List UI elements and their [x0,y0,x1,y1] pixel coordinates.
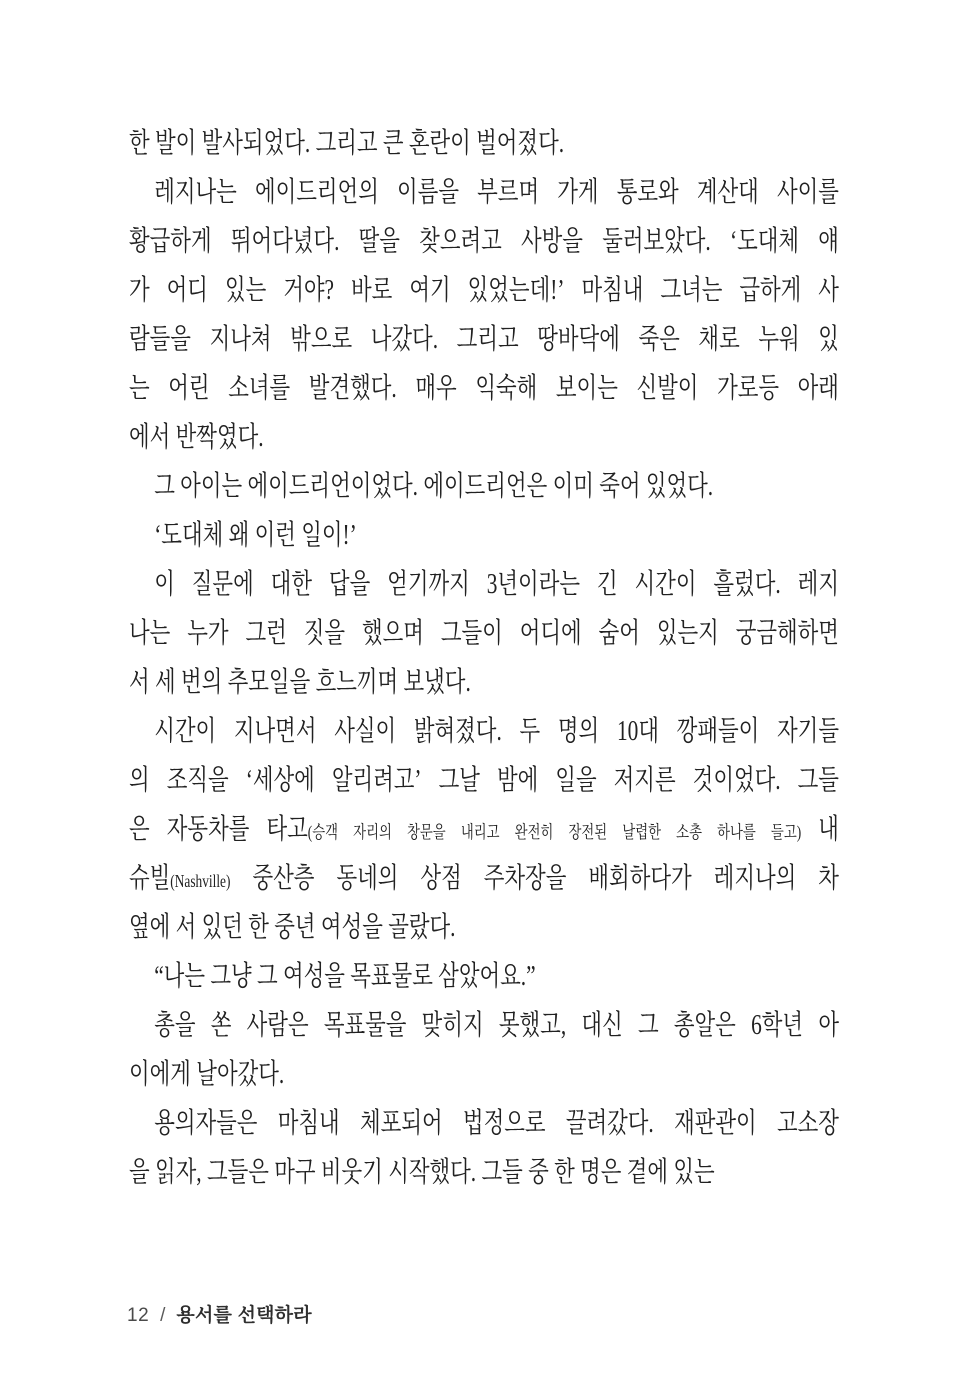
text-line [129,413,839,462]
text-line [129,266,839,315]
body-text: 나는 누가 그런 짓을 했으며 그들이 어디에 숨어 있는지 궁금해하면 [129,618,839,649]
body-text: 시간이 지나면서 사실이 밝혀졌다. 두 명의 10대 깡패들이 자기들 [154,716,839,747]
text-line [129,854,839,903]
body-text: “나는 그냥 그 여성을 목표물로 삼았어요.” [154,961,536,992]
text-line [129,217,839,266]
body-text: 황급하게 뛰어다녔다. 딸을 찾으려고 사방을 둘러보았다. ‘도대체 얘 [129,226,839,257]
text-line [129,1050,839,1099]
text-line [129,1001,839,1050]
text-line [129,903,839,952]
inline-annotation: (Nashville) [170,871,231,891]
text-line [129,805,839,854]
footer-separator: / [160,1305,166,1326]
body-text: 옆에 서 있던 한 중년 여성을 골랐다. [129,912,456,943]
text-line [129,952,839,1001]
body-text: 그 아이는 에이드리언이었다. 에이드리언은 이미 죽어 있었다. [154,471,714,502]
body-text: 람들을 지나쳐 밖으로 나갔다. 그리고 땅바닥에 죽은 채로 누워 있 [129,324,839,355]
body-text: 을 읽자, 그들은 마구 비웃기 시작했다. 그들 중 한 명은 곁에 있는 [129,1157,715,1188]
body-text: 는 어린 소녀를 발견했다. 매우 익숙해 보이는 신발이 가로등 아래 [129,373,839,404]
body-text: 총을 쏜 사람은 목표물을 맞히지 못했고, 대신 그 총알은 6학년 아 [154,1010,839,1041]
book-title: 용서를 선택하라 [176,1305,312,1326]
body-text: 레지나는 에이드리언의 이름을 부르며 가게 통로와 계산대 사이를 [154,177,839,208]
text-line [129,658,839,707]
text-line [129,609,839,658]
body-text: 에서 반짝였다. [129,422,264,453]
body-text: 의 조직을 ‘세상에 알리려고’ 그날 밤에 일을 저지른 것이었다. 그들 [129,765,839,796]
page-number: 12 [127,1305,150,1326]
body-text: 중산층 동네의 상점 주차장을 배회하다가 레지나의 차 [230,863,839,894]
body-text: 서 세 번의 추모일을 흐느끼며 보냈다. [129,667,471,698]
body-text: 은 자동차를 타고 [129,814,308,845]
text-line [129,560,839,609]
body-text: 슈빌 [129,863,171,894]
body-text: 가 어디 있는 거야? 바로 여기 있었는데!’ 마침내 그녀는 급하게 사 [129,275,839,306]
text-line [129,462,839,511]
body-text: 용의자들은 마침내 체포되어 법정으로 끌려갔다. 재판관이 고소장 [154,1108,839,1139]
body-text: 한 발이 발사되었다. 그리고 큰 혼란이 벌어졌다. [129,128,565,159]
text-block [129,119,839,1197]
text-line [129,511,839,560]
text-line [129,168,839,217]
body-text: ‘도대체 왜 이런 일이!’ [154,520,357,551]
body-text: 이 질문에 대한 답을 얻기까지 3년이라는 긴 시간이 흘렀다. 레지 [154,569,839,600]
text-line [129,707,839,756]
text-line [129,119,839,168]
text-line [129,1148,839,1197]
text-line [129,1099,839,1148]
body-text: 이에게 날아갔다. [129,1059,285,1090]
text-line [129,756,839,805]
page-footer [127,1303,312,1329]
inline-annotation: (승객 자리의 창문을 내리고 완전히 장전된 날렵한 소총 하나를 들고) [307,822,802,842]
body-text: 내 [801,814,839,845]
text-line [129,315,839,364]
text-line [129,364,839,413]
